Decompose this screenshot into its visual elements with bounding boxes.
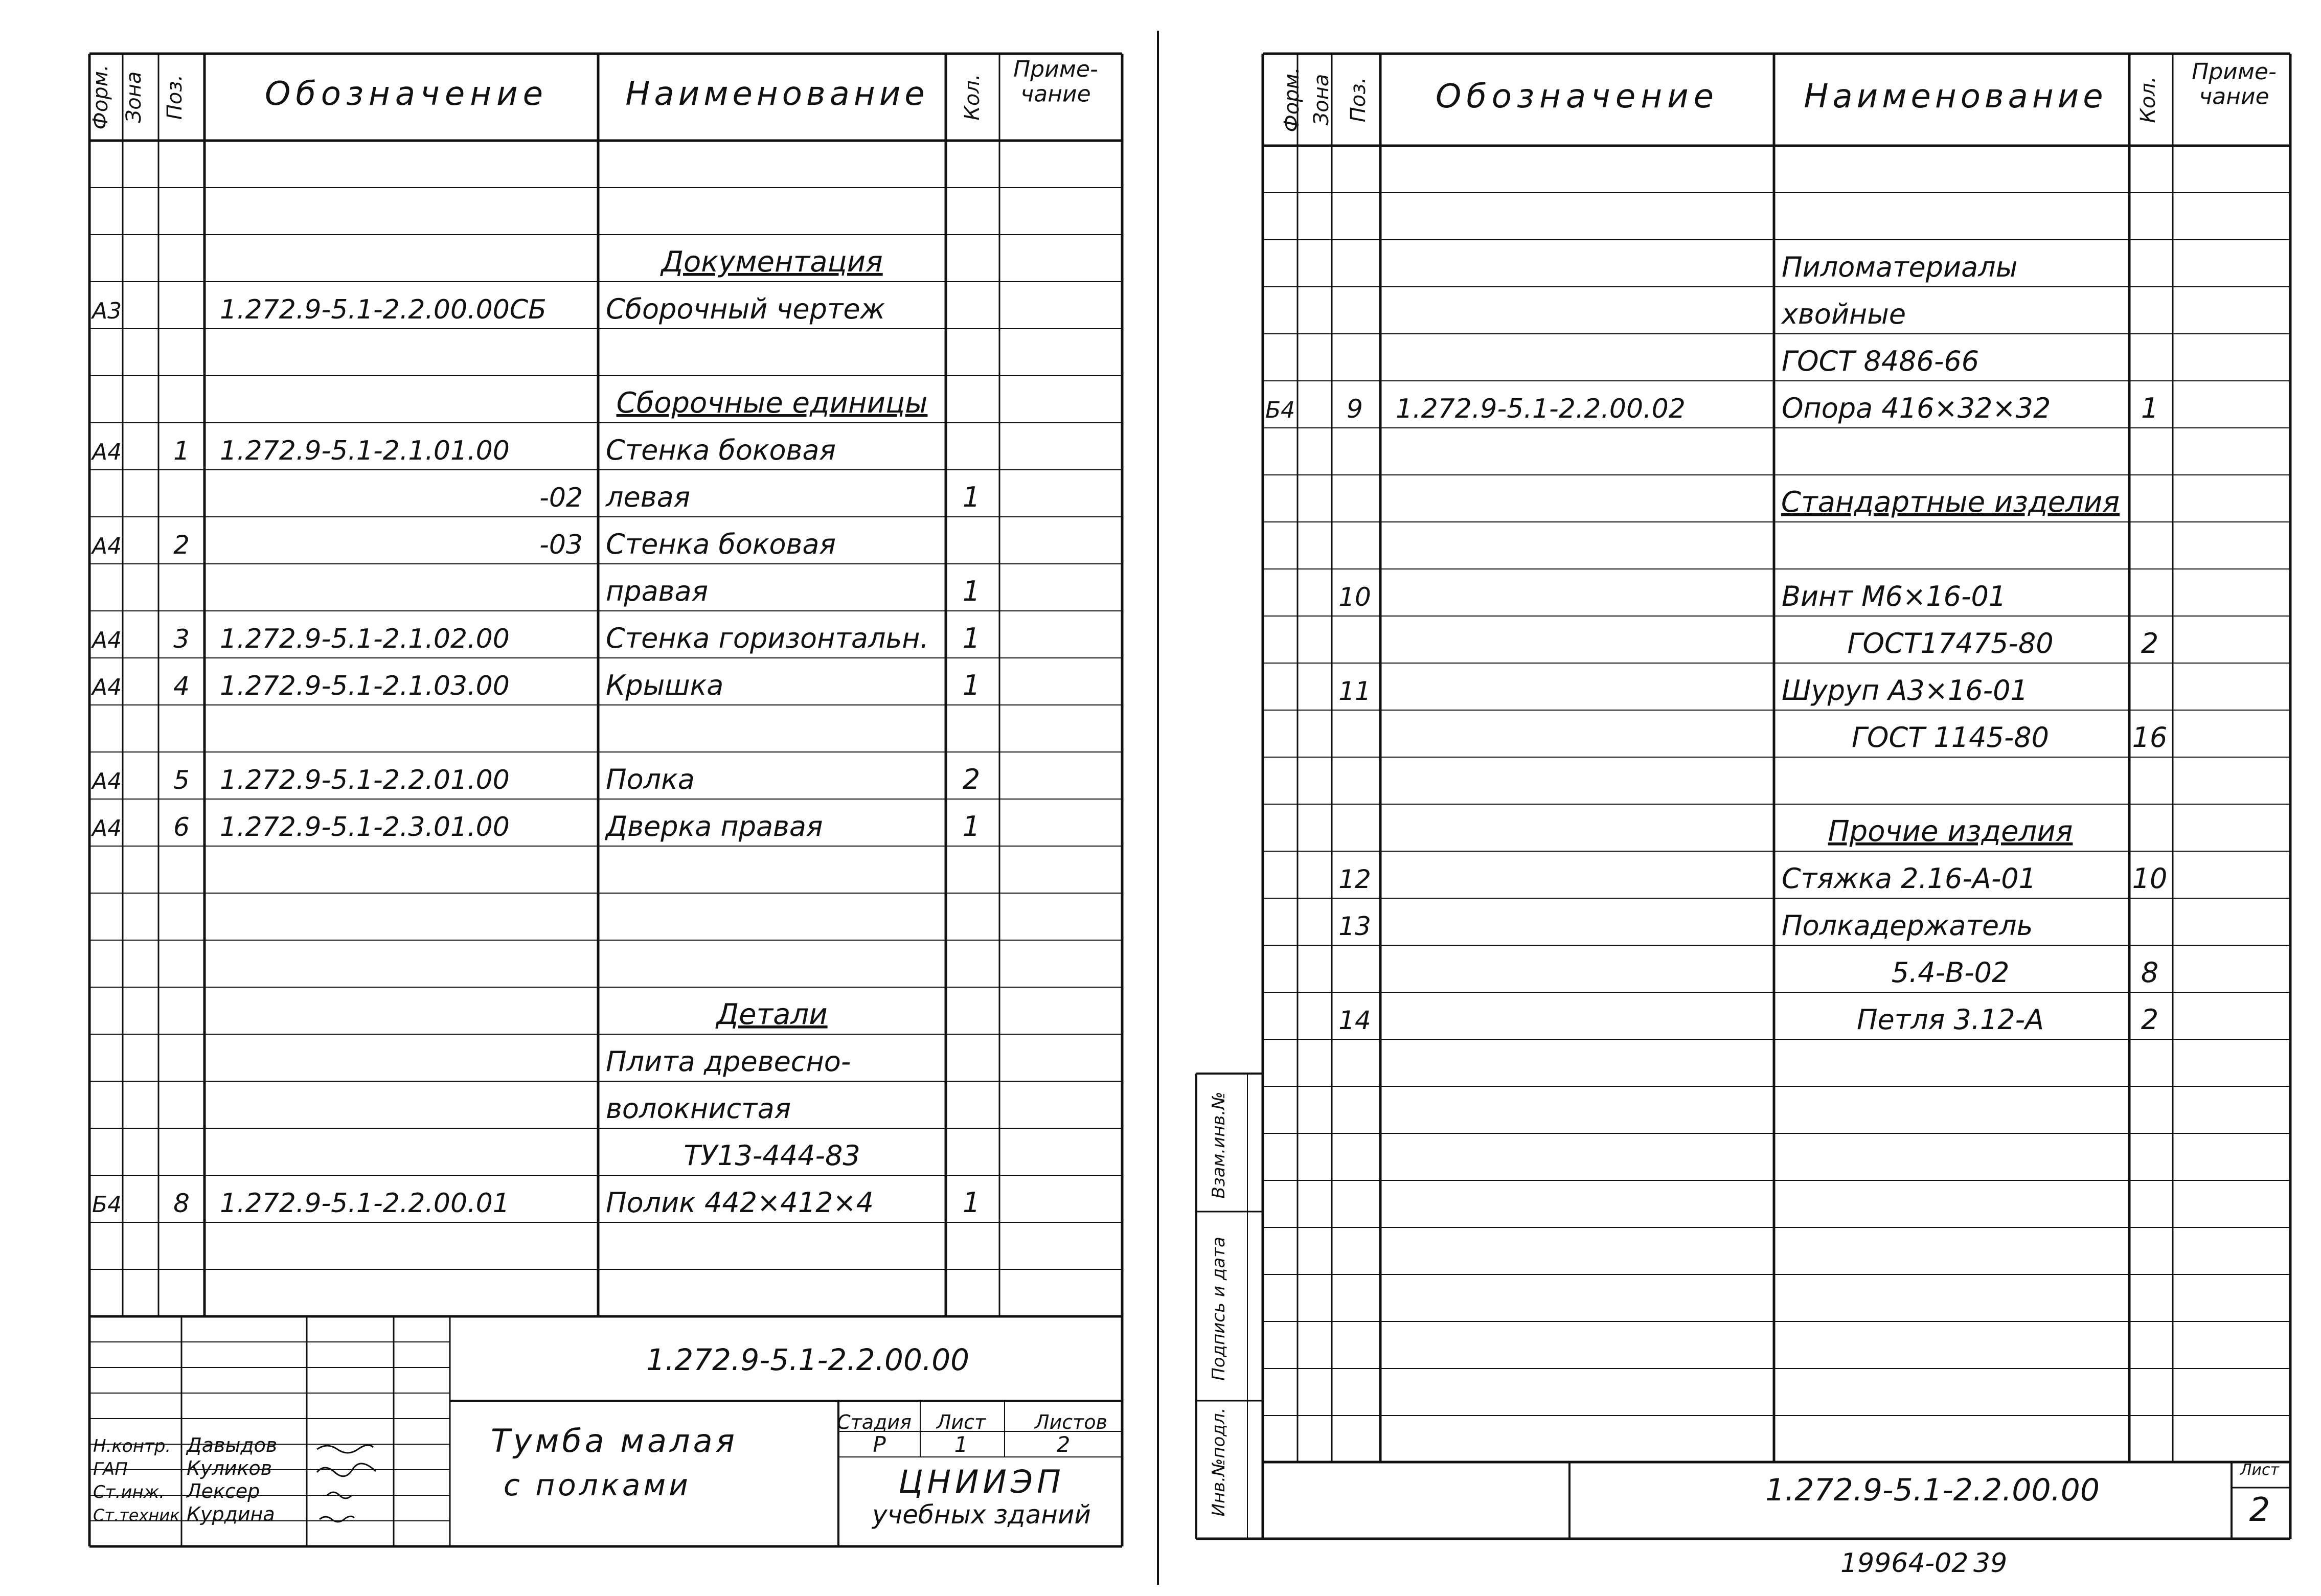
row-name: Петля 3.12-А <box>1856 1004 2044 1036</box>
row-position: 5 <box>173 765 190 795</box>
title-block-code: 1.272.9-5.1-2.2.00.00 <box>646 1342 970 1377</box>
left-header-zone: Зона <box>122 71 146 123</box>
section-heading: Детали <box>716 998 828 1031</box>
staff-role: ГАП <box>93 1459 128 1479</box>
section-heading: Сборочные единицы <box>616 386 928 420</box>
org-name-1: ЦНИИЭП <box>898 1463 1065 1500</box>
row-quantity: 10 <box>2132 862 2168 895</box>
right-footer-code: 1.272.9-5.1-2.2.00.00 <box>1765 1472 2100 1508</box>
row-designation: 1.272.9-5.1-2.1.01.00 <box>220 436 510 466</box>
row-name: Стенка горизонтальн. <box>606 622 929 654</box>
row-position: 9 <box>1347 394 1363 424</box>
row-quantity: 1 <box>962 575 981 607</box>
staff-name: Давыдов <box>187 1434 278 1456</box>
row-position: 11 <box>1338 676 1371 706</box>
staff-name: Куликов <box>187 1457 272 1479</box>
row-format: А4 <box>92 439 122 465</box>
row-position: 4 <box>173 671 190 701</box>
sheet-label: Лист <box>936 1411 986 1433</box>
right-header-designation: Обозначение <box>1435 78 1719 116</box>
row-quantity: 8 <box>2141 956 2159 989</box>
row-quantity: 1 <box>962 1187 981 1219</box>
row-name: 5.4-В-02 <box>1891 956 2010 989</box>
right-spec-rows <box>1265 251 2167 1036</box>
stage-value: Р <box>873 1432 886 1457</box>
row-name: Стенка боковая <box>606 528 836 560</box>
row-position: 2 <box>173 530 190 560</box>
stage-label: Стадия <box>837 1411 912 1433</box>
row-format: А4 <box>92 533 122 559</box>
row-name: Стенка боковая <box>606 434 836 466</box>
right-header <box>1280 59 2277 132</box>
section-heading: Прочие изделия <box>1828 815 2073 848</box>
org-name-2: учебных зданий <box>872 1500 1091 1530</box>
row-name: волокнистая <box>606 1092 791 1125</box>
row-designation: 1.272.9-5.1-2.1.03.00 <box>220 671 510 701</box>
row-name: ТУ13-444-83 <box>684 1139 860 1172</box>
row-name: правая <box>606 575 709 607</box>
right-header-note: Приме-чание <box>2192 59 2277 110</box>
row-designation: -03 <box>539 530 583 560</box>
staff-name: Курдина <box>187 1503 275 1525</box>
row-quantity: 2 <box>2141 627 2159 659</box>
row-designation: 1.272.9-5.1-2.3.01.00 <box>220 812 510 842</box>
staff-role: Ст.инж. <box>93 1482 165 1502</box>
row-name: ГОСТ17475-80 <box>1847 627 2054 659</box>
page-number: 39 <box>1973 1548 2008 1579</box>
side-label-inv: Инв.№подл. <box>1209 1407 1229 1517</box>
right-header-qty: Кол. <box>2136 76 2160 123</box>
row-quantity: 1 <box>962 669 981 701</box>
row-quantity: 1 <box>962 622 981 654</box>
row-position: 8 <box>173 1189 190 1218</box>
staff-role: Ст.техник <box>93 1506 180 1525</box>
staff-role: Н.контр. <box>93 1436 171 1456</box>
row-format: А4 <box>92 674 122 700</box>
sheet-value: 1 <box>954 1432 968 1457</box>
right-header-pos: Поз. <box>1347 77 1370 123</box>
row-name: Полик 442×412×4 <box>606 1187 874 1219</box>
left-header-name: Наименование <box>625 75 929 113</box>
row-name: Шуруп А3×16-01 <box>1782 674 2028 706</box>
row-designation: 1.272.9-5.1-2.2.00.00СБ <box>220 294 547 325</box>
row-format: А4 <box>92 627 122 653</box>
row-quantity: 1 <box>962 481 981 513</box>
row-position: 13 <box>1338 911 1371 941</box>
section-heading: Документация <box>661 245 883 279</box>
row-name: Дверка правая <box>606 810 823 842</box>
row-designation: 1.272.9-5.1-2.2.00.01 <box>220 1188 510 1219</box>
side-label-replace: Взам.инв.№ <box>1209 1091 1229 1199</box>
row-name: хвойные <box>1782 298 1906 330</box>
row-name: Винт М6×16-01 <box>1782 580 2007 612</box>
row-format: Б4 <box>92 1192 122 1218</box>
row-quantity: 16 <box>2132 721 2168 754</box>
row-position: 3 <box>173 624 190 654</box>
row-designation: 1.272.9-5.1-2.2.00.02 <box>1396 394 1686 424</box>
row-format: А4 <box>92 768 122 794</box>
row-name: Сборочный чертеж <box>606 293 885 325</box>
right-footer-sheet-label: Лист <box>2240 1461 2280 1479</box>
left-header-qty: Кол. <box>961 74 984 121</box>
side-label-sign: Подпись и дата <box>1209 1237 1229 1381</box>
row-quantity: 1 <box>962 810 981 842</box>
title-block-title-1: Тумба малая <box>491 1422 738 1460</box>
right-footer <box>1209 1091 2280 1579</box>
right-footer-sheet: 2 <box>2249 1491 2270 1529</box>
row-designation: -02 <box>539 483 583 513</box>
archive-number: 19964-02 <box>1840 1548 1969 1579</box>
row-position: 1 <box>173 436 190 466</box>
row-quantity: 2 <box>2141 1004 2159 1036</box>
left-header-designation: Обозначение <box>264 75 549 113</box>
row-name: Полка <box>606 763 695 795</box>
right-header-name: Наименование <box>1804 78 2107 116</box>
title-block-title-2: с полками <box>504 1468 691 1502</box>
row-name: Опора 416×32×32 <box>1782 392 2051 424</box>
title-block <box>93 1342 1107 1530</box>
row-name: Плита древесно- <box>606 1045 851 1078</box>
row-name: Пиломатериалы <box>1782 251 2018 283</box>
row-format: А4 <box>92 815 122 841</box>
sheets-label: Листов <box>1035 1411 1107 1433</box>
row-name: Полкадержатель <box>1782 909 2033 942</box>
row-name: ГОСТ 1145-80 <box>1851 721 2050 754</box>
staff-name: Лексер <box>187 1480 260 1502</box>
left-header-note: Приме-чание <box>1013 56 1098 107</box>
row-position: 10 <box>1338 582 1371 612</box>
section-heading: Стандартные изделия <box>1781 486 2120 519</box>
row-quantity: 1 <box>2141 392 2159 424</box>
row-quantity: 2 <box>962 763 981 795</box>
row-name: Крышка <box>606 669 724 701</box>
row-name: Стяжка 2.16-А-01 <box>1782 862 2037 895</box>
row-designation: 1.272.9-5.1-2.1.02.00 <box>220 624 510 654</box>
right-header-zone: Зона <box>1310 74 1333 126</box>
left-header-pos: Поз. <box>163 74 187 120</box>
left-header-format: Форм. <box>89 64 112 130</box>
row-format: А3 <box>92 298 122 324</box>
left-spec-rows <box>90 245 980 1219</box>
sheets-value: 2 <box>1056 1432 1071 1457</box>
signature-mark <box>317 1445 373 1453</box>
row-position: 6 <box>173 812 190 842</box>
row-name: левая <box>606 481 691 513</box>
row-position: 14 <box>1338 1006 1371 1035</box>
row-designation: 1.272.9-5.1-2.2.01.00 <box>220 765 510 795</box>
row-name: ГОСТ 8486-66 <box>1782 345 1979 377</box>
row-position: 12 <box>1338 864 1371 894</box>
right-header-format: Форм. <box>1280 67 1304 132</box>
row-format: Б4 <box>1265 397 1295 423</box>
